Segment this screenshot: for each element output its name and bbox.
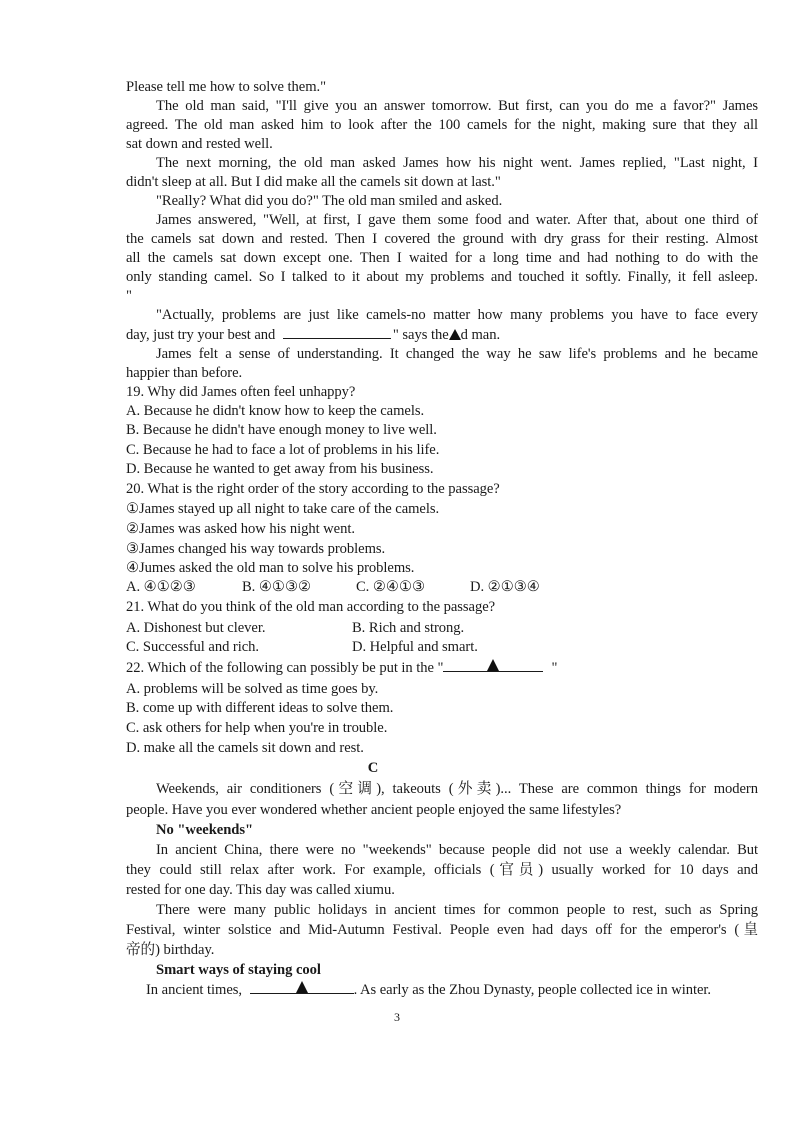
passage-b-line: Please tell me how to solve them." [126, 79, 327, 95]
answer-blank [283, 326, 391, 339]
triangle-marker-icon [487, 659, 499, 671]
passage-c-line: Weekends, air conditioners (空调), takeouts (外卖)... These are common things for modern [156, 781, 758, 797]
question-19-stem: 19. Why did James often feel unhappy? [126, 384, 356, 400]
question-22-stem: 22. Which of the following can possibly be put in the " [126, 660, 444, 676]
question-20-stem: 20. What is the right order of the story according to the passage? [126, 481, 500, 497]
question-20-option-c: C. ②④①③ [356, 579, 426, 595]
passage-c-text: In ancient times, [146, 982, 243, 998]
passage-b-text: " says the [392, 327, 449, 343]
question-20-event-4: ④Jumes asked the old man to solve his problems. [126, 560, 415, 576]
passage-c-line: Festival, winter solstice and Mid-Autumn Festival. People even had days off for the emperor's (皇 [126, 922, 758, 938]
passage-b-line-with-blank [126, 326, 758, 345]
question-21-option-a: A. Dishonest but clever. [126, 620, 266, 636]
question-19-option-a: A. Because he didn't know how to keep the camels. [126, 403, 425, 419]
passage-b-line: the camels sat down and rested. Then I covered the ground with dry grass for their resting. Almost [126, 231, 758, 247]
passage-b-text: day, just try your best and [126, 327, 276, 343]
triangle-marker-icon [449, 329, 461, 340]
page-number: 3 [394, 1010, 400, 1024]
passage-c-line: they could still relax after work. For example, officials (官员) usually worked for 10 days and [126, 862, 758, 878]
question-20-option-b: B. ④①③② [242, 579, 312, 595]
passage-b-line: "Really? What did you do?" The old man smiled and asked. [156, 193, 503, 209]
passage-b-line: " [126, 288, 132, 304]
passage-b-line: agreed. The old man asked him to look after the 100 camels for the night, making sure that they all [126, 117, 758, 133]
question-22-option-d: D. make all the camels sit down and rest. [126, 740, 364, 756]
question-22-option-a: A. problems will be solved as time goes by. [126, 681, 379, 697]
answer-blank [250, 981, 354, 994]
passage-c-line: 帝的) birthday. [126, 942, 215, 958]
question-21-options-row-1 [126, 619, 758, 638]
question-19-option-c: C. Because he had to face a lot of problems in his life. [126, 442, 440, 458]
passage-b-line: The old man said, "I'll give you an answer tomorrow. But first, can you do me a favor?" James [156, 98, 758, 114]
question-22-option-c: C. ask others for help when you're in trouble. [126, 720, 388, 736]
question-21-option-d: D. Helpful and smart. [352, 639, 478, 655]
question-21-options-row-2 [126, 638, 758, 657]
question-20-option-d: D. ②①③④ [470, 579, 540, 595]
passage-c-line-with-blank [146, 981, 758, 1000]
answer-blank [443, 659, 543, 672]
question-20-options [126, 578, 758, 597]
question-22-stem-end: " [551, 660, 558, 676]
question-20-event-1: ①James stayed up all night to take care of the camels. [126, 501, 440, 517]
passage-c-line: In ancient China, there were no "weekends" because people did not use a weekly calendar. But [156, 842, 758, 858]
question-20-option-a: A. ④①②③ [126, 579, 196, 595]
question-21-stem: 21. What do you think of the old man according to the passage? [126, 599, 496, 615]
question-20-event-3: ③James changed his way towards problems. [126, 541, 386, 557]
passage-b-line: all the camels sat down except one. Then I waited for a long time and had nothing to do with the [126, 250, 758, 266]
passage-c-line: people. Have you ever wondered whether ancient people enjoyed the same lifestyles? [126, 802, 622, 818]
passage-b-line: happier than before. [126, 365, 243, 381]
triangle-marker-icon [296, 981, 308, 993]
question-21-option-b: B. Rich and strong. [352, 620, 465, 636]
passage-b-line: James answered, "Well, at first, I gave them some food and water. After that, about one third of [156, 212, 758, 228]
question-22-option-b: B. come up with different ideas to solve them. [126, 700, 394, 716]
passage-b-line: didn't sleep at all. But I did make all the camels sit down at last." [126, 174, 501, 190]
passage-b-line: James felt a sense of understanding. It changed the way he saw life's problems and he became [156, 346, 758, 362]
question-20-event-2: ②James was asked how his night went. [126, 521, 355, 537]
passage-c-label: C [367, 760, 379, 776]
passage-c-line: There were many public holidays in ancient times for common people to rest, such as Spring [156, 902, 758, 918]
question-22-stem-line [126, 659, 758, 678]
passage-b-line: sat down and rested well. [126, 136, 273, 152]
section-heading-staying-cool: Smart ways of staying cool [156, 962, 321, 978]
section-heading-no-weekends: No "weekends" [156, 822, 254, 838]
question-19-option-d: D. Because he wanted to get away from his business. [126, 461, 434, 477]
passage-b-line: "Actually, problems are just like camels-no matter how many problems you have to face every [156, 307, 758, 323]
passage-b-line: only standing camel. So I talked to it about my problems and touched it softly. Finally, it fell asleep. [126, 269, 758, 285]
question-21-option-c: C. Successful and rich. [126, 639, 260, 655]
passage-b-text: d man. [460, 327, 501, 343]
passage-b-line: The next morning, the old man asked James how his night went. James replied, "Last night, I [156, 155, 758, 171]
passage-c-line: rested for one day. This day was called xiumu. [126, 882, 395, 898]
question-19-option-b: B. Because he didn't have enough money to live well. [126, 422, 437, 438]
passage-c-text: . As early as the Zhou Dynasty, people collected ice in winter. [353, 982, 712, 998]
